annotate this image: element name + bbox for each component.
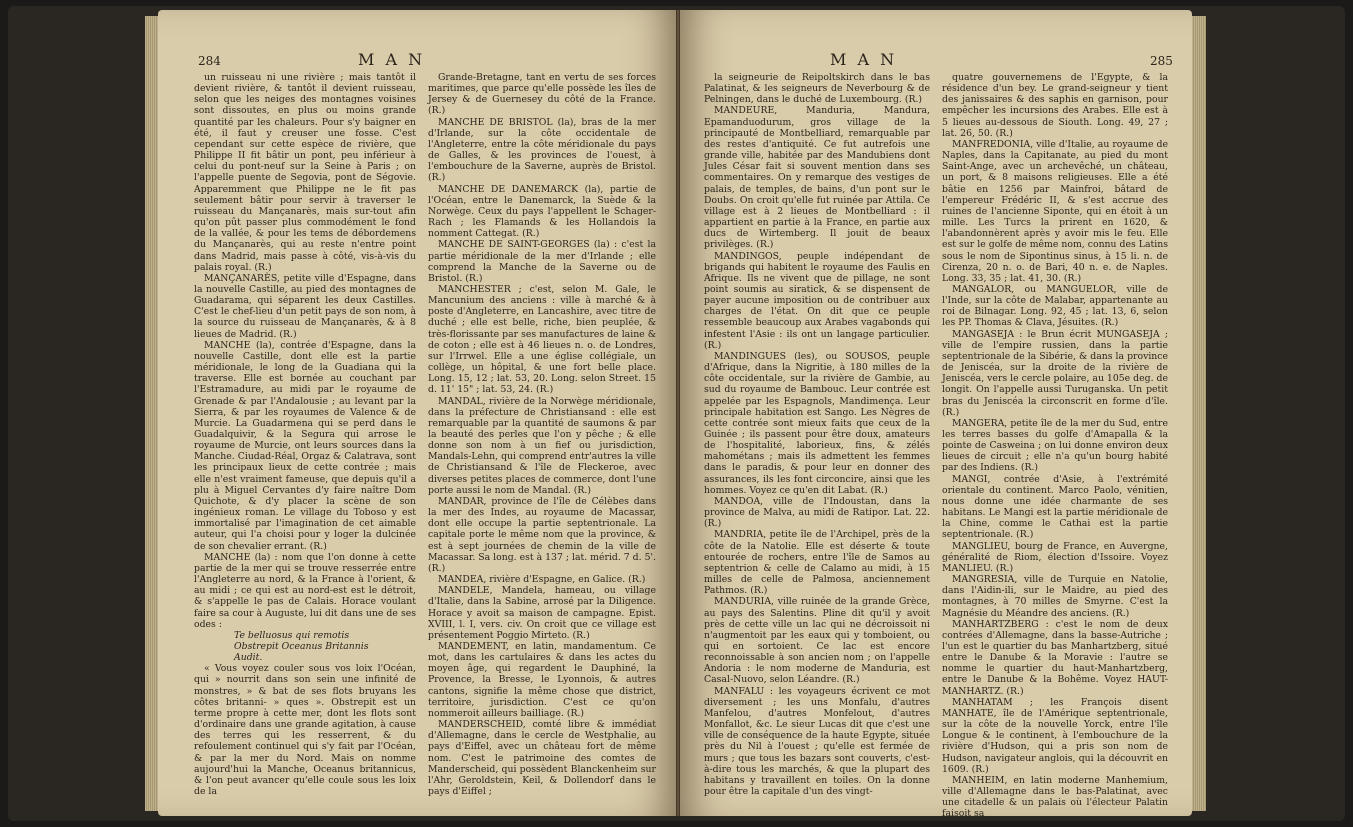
paragraph: MANHATAM ; les François disent MANHATE, île de l'Amérique septentrionale, sur la côte de la nouvelle Yorck, entre l'île Longue & le continent, à l'embouchure de la rivière d'Hudson, qui a pris son nom de Hudson, navigateur anglois, qui la découvrit en 1609. (R.) [942, 696, 1168, 775]
paragraph: MANFREDONIA, ville d'Italie, au royaume de Naples, dans la Capitanate, au pied du mont Saint-Ange, avec un archevêché, un château, un port, & 8 maisons religieuses. Elle a été bâtie en 1256 par Mainfroi, bâtard de l'empereur Frédéric II, & s'est accrue des ruines de l'ancienne Siponte, qui en étoit à un mille. Les Turcs la prirent en 1620, & l'abandonnèrent après y avoir mis le feu. Elle est sur le golfe de même nom, connu des Latins sous le nom de Sipontinus sinus, à 15 li. n. de Cirenza, 20 n. o. de Bari, 40 n. e. de Naples. Long. 33, 35 ; lat. 41, 30. (R.) [942, 138, 1168, 284]
verse-line: Obstrepit Oceanus Britannis [234, 640, 369, 652]
right-column-2 [942, 72, 1168, 820]
paragraph: MANDAR, province de l'île de Célèbes dans la mer des Indes, au royaume de Macassar, dont elle occupe la partie septentrionale. La capitale porte le même nom que la province, & est à sept journées de chemin de la ville de Macassar. Sa long. est à 137 ; lat. mérid. 7 d. 5'. (R.) [428, 495, 656, 574]
paragraph: MANCHE (la) : nom que l'on donne à cette partie de la mer qui se trouve resserrée entre l'Angleterre au nord, & la France à l'orient, & au midi ; ce qui est au nord-est est le détroit, & s'appelle le pas de Calais. Horace voulant faire sa cour à Auguste, lui dit dans une de ses odes : [194, 551, 416, 630]
paragraph: MANHARTZBERG : c'est le nom de deux contrées d'Allemagne, dans la basse-Autriche ; l'un est le quartier du bas Manhartzberg, situé entre le Danube & la Moravie : l'autre se nomme le quartier du haut-Manhartzberg, entre le Danube & la Bohême. Voyez HAUT-MANHARTZ. (R.) [942, 618, 1168, 697]
paragraph: MANGI, contrée d'Asie, à l'extrémité orientale du continent. Marco Paolo, vénitien, nous donne une idée charmante de ses habitans. Le Mangi est la partie méridionale de la Chine, comme le Cathai est la partie septentrionale. (R.) [942, 473, 1168, 541]
running-header: M A N [830, 50, 898, 69]
paragraph: MANCHE DE BRISTOL (la), bras de la mer d'Irlande, sur la côte occidentale de l'Angleterre, entre la côte méridionale du pays de Galles, & les provinces de l'ouest, à l'embouchure de la Saverne, auprès de Bristol. (R.) [428, 116, 656, 184]
book-spread [8, 6, 1345, 821]
left-page-edges [145, 16, 159, 811]
paragraph: MANCHE DE DANEMARCK (la), partie de l'Océan, entre le Danemarck, la Suède & la Norwège. Ceux du pays l'appellent le Schager-Rach ; les Flamands & les Hollandois la nomment Cattegat. (R.) [428, 183, 656, 240]
right-column-1 [704, 72, 930, 808]
paragraph: MANÇANARÈS, petite ville d'Espagne, dans la nouvelle Castille, au pied des montagnes de Guadarama, qui séparent les deux Castilles. C'est le chef-lieu d'un petit pays de son nom, à la source du ruisseau de Mançanarès, & à 8 lieues de Madrid. (R.) [194, 272, 416, 340]
right-page-edges [1192, 16, 1206, 811]
paragraph: MANDELE, Mandela, hameau, ou village d'Italie, dans la Sabine, arrosé par la Diligence. Horace y avoit sa maison de campagne. Epist. XVIII, l. I, vers. civ. On croit que ce village est présentement Poggio Mirteto. (R.) [428, 585, 656, 641]
paragraph: MANCHESTER ; c'est, selon M. Gale, le Mancunium des anciens : ville à marché & à poste d'Angleterre, en Lancashire, avec titre de duché ; elle est belle, riche, bien peuplée, & très-florissante par ses manufactures de laine & de coton ; elle est à 46 lieues n. o. de Londres, sur l'Irrwel. Elle a une église collégiale, un collège, un hôpital, & une fort belle place. Long. 15, 12 ; lat. 53, 20. Long. selon Street. 15 d. 11' 15" ; lat. 53, 24. (R.) [428, 283, 656, 396]
paragraph: MANGLIEU, bourg de France, en Auvergne, généralité de Riom, élection d'Issoire. Voyez MANLIEU. (R.) [942, 540, 1168, 574]
paragraph: MANDINGUES (les), ou SOUSOS, peuple d'Afrique, dans la Nigritie, à 180 milles de la côte occidentale, sur la rivière de Gambie, au sud du royaume de Bambouc. Leur contrée est appelée par les Espagnols, Mandimença. Leur principale habitation est Sango. Les Nègres de cette contrée sont mieux faits que ceux de la Guinée ; ils passent pour être doux, amateurs de l'hospitalité, laborieux, fins, & zélés mahométans ; mais ils admettent les femmes dans le paradis, & pour leur en donner des assurances, ils les font circoncire, ainsi que les hommes. Voyez ce qu'en dit Labat. (R.) [704, 350, 930, 496]
paragraph: MANDOA, ville de l'Indoustan, dans la province de Malva, au midi de Ratipor. Lat. 22. (R.) [704, 495, 930, 530]
page-number: 285 [1150, 54, 1173, 68]
verse-line: Te belluosus qui remotis [234, 629, 350, 641]
paragraph: MANDERSCHEID, comté libre & immédiat d'Allemagne, dans le cercle de Westphalie, au pays d'Eiffel, avec un château fort de même nom. C'est le patrimoine des comtes de Manderscheid, qui possèdent Blanckenheim sur l'Ahr, Geroldstein, Keil, & Dollendorf dans le pays d'Eiffel ; [428, 719, 656, 797]
running-header: M A N [358, 50, 426, 69]
paragraph: MANDINGOS, peuple indépendant de brigands qui habitent le royaume des Faulis en Afrique. Ils ne vivent que de pillage, ne sont point soumis au siratick, & se dispensent de payer aucune imposition ou de contribuer aux charges de l'état. On dit que ce peuple ressemble beaucoup aux Arabes vagabonds qui infestent l'Asie : ils ont un langage particulier. (R.) [704, 250, 930, 351]
paragraph: MANGALOR, ou MANGUELOR, ville de l'Inde, sur la côte de Malabar, appartenante au roi de Bilnagar. Long. 92, 45 ; lat. 13, 6, selon les PP. Thomas & Clava, Jésuites. (R.) [942, 283, 1168, 329]
paragraph: MANHEIM, en latin moderne Manhemium, ville d'Allemagne dans le bas-Palatinat, avec une citadelle & un palais où l'électeur Palatin faisoit sa [942, 774, 1168, 820]
paragraph: MANDEMENT, en latin, mandamentum. Ce mot, dans les cartulaires & dans les actes du moyen âge, qui regardent le Dauphiné, la Provence, la Bresse, le Lyonnois, & autres cantons, signifie la même chose que district, territoire, jurisdiction. C'est ce qu'on nommeroit ailleurs bailliage. (R.) [428, 640, 656, 719]
left-column-1 [194, 72, 416, 808]
paragraph: MANDURIA, ville ruinée de la grande Grèce, au pays des Salentins. Pline dit qu'il y avoit près de cette ville un lac qui ne décroissoit ni n'augmentoit par les eaux qui y tomboient, ou qui en sortoient. Ce lac est encore reconnoissable à son ancien nom ; on l'appelle Andoria : le nom moderne de Manduria, est Casal-Nuovo, selon Léandre. (R.) [704, 596, 930, 686]
verse-line: Audit. [234, 652, 263, 664]
paragraph: MANCHE (la), contrée d'Espagne, dans la nouvelle Castille, dont elle est la partie méridionale, le long de la Guadiana qui la traverse. Elle est bornée au couchant par l'Estramadure, au midi par le royaume de Grenade & par l'Andalousie ; au levant par la Sierra, & par les royaumes de Valence & de Murcie. La Guadarmena qui se perd dans le Guadalquivir, & la Segura qui arrose le royaume de Murcie, ont leurs sources dans la Manche. Ciudad-Réal, Orgaz & Calatrava, sont les principaux lieux de cette contrée ; mais elle n'est vraiment fameuse, que depuis qu'il a plu à Miguel Cervantes d'y faire naître Dom Quichote, & d'y placer la scène de son ingénieux roman. Le village du Toboso y est immortalisé par l'imagination de cet aimable auteur, qui l'a choisi pour y loger la dulcinée de son chevalier errant. (R.) [194, 339, 416, 552]
left-page [158, 10, 676, 816]
paragraph: MANDAL, rivière de la Norwège méridionale, dans la préfecture de Christiansand : elle est remarquable par la quantité de saumons & par la beauté des perles que l'on y pêche ; & elle donne son nom à un fief ou jurisdiction, Mandals-Lehn, qui comprend entr'autres la ville de Christiansand & l'île de Fleckeroe, avec diverses petites places de commerce, dont l'une porte aussi le nom de Mandal. (R.) [428, 395, 656, 496]
paragraph: la seigneurie de Reipoltskirch dans le bas Palatinat, & les seigneurs de Neverbourg & de Pelningen, dans le duché de Luxembourg. (R.) [704, 72, 930, 106]
paragraph: quatre gouvernemens de l'Egypte, & la résidence d'un bey. Le grand-seigneur y tient des janissaires & des saphis en garnison, pour empêcher les incursions des Arabes. Elle est à 5 lieues au-dessous de Siouth. Long. 49, 27 ; lat. 26, 50. (R.) [942, 72, 1168, 139]
paragraph: Grande-Bretagne, tant en vertu de ses forces maritimes, que parce qu'elle possède les îles de Jersey & de Guernesey du côté de la France. (R.) [428, 72, 656, 117]
right-page [680, 10, 1192, 820]
paragraph: « Vous voyez couler sous vos loix l'Océan, qui » nourrit dans son sein une infinité de monstres, » & bat de ses flots bruyans les côtes britanni- » ques ». Obstrepit est un terme propre à cette mer, dont les flots sont d'ordinaire dans une grande agitation, à cause des terres qui les resserrent, & du refoulement continuel qui s'y fait par l'Océan, & par la mer du Nord. Mais on nomme aujourd'hui la Manche, Oceanus britannicus, & l'on peut avancer qu'elle coule sous les loix de la [194, 663, 416, 797]
paragraph: MANDEA, rivière d'Espagne, en Galice. (R.) [438, 574, 646, 586]
paragraph: MANGERA, petite île de la mer du Sud, entre les terres basses du golfe d'Amapalla & la pointe de Casweina ; on lui donne environ deux lieues de circuit ; elle n'a qu'un bourg habité par des Indiens. (R.) [942, 417, 1168, 474]
paragraph: MANDRIA, petite île de l'Archipel, près de la côte de la Natolie. Elle est déserte & toute entourée de rochers, entre l'île de Samos au septentrion & celle de Calamo au midi, à 15 milles de celle de Palmosa, anciennement Pathmos. (R.) [704, 529, 930, 597]
paragraph: un ruisseau ni une rivière ; mais tantôt il devient rivière, & tantôt il devient ruisseau, selon que les neiges des montagnes voisines sont dissoutes, en plus ou moins grande quantité par les chaleurs. Pour s'y baigner en été, il faut y creuser une fosse. C'est cependant sur cette espèce de rivière, que Philippe II fit bâtir un pont, peu inférieur à celui du pont-neuf sur la Seine à Paris ; on l'appelle puente de Segovia, pont de Ségovie. Apparemment que Philippe ne le fit pas seulement bâtir pour servir à traverser le ruisseau du Mançanarès, mais sur-tout afin qu'on pût passer plus commodément le fond de la vallée, & pour les tems de débordemens du Mançanarès, qui au reste n'entre point dans Madrid, mais passe à côté, vis-à-vis du palais royal. (R.) [194, 72, 416, 273]
page-number: 284 [198, 54, 221, 68]
paragraph: MANGRESIA, ville de Turquie en Natolie, dans l'Aidin-ili, sur le Maidre, au pied des montagnes, à 70 milles de Smyrne. C'est la Magnésie du Méandre des anciens. (R.) [942, 574, 1168, 619]
paragraph: MANFALU : les voyageurs écrivent ce mot diversement ; les uns Monfalu, d'autres Manfelou, d'autres Monfelout, d'autres Monfallot, &c. Le sieur Lucas dit que c'est une ville de conséquence de la haute Egypte, située près du Nil à l'ouest ; qu'elle est fermée de murs ; que tous les bazars sont couverts, c'est-à-dire tous les marchés, & que la plupart des habitans y travaillent en toiles. On la donne pour être la capitale d'un des vingt- [704, 685, 930, 797]
left-column-2 [428, 72, 656, 808]
paragraph: MANGASEJA : le Brun écrit MUNGASEJA ; ville de l'empire russien, dans la partie septentrionale de la Sibérie, & dans la province de Jeniscéa, sur la droite de la rivière de Jeniscéa, vers le cercle polaire, au 105e deg. de longit. On l'appelle aussi Turuganska. Un petit bras du Jeniscéa la circonscrit en forme d'île. (R.) [942, 328, 1168, 418]
paragraph: MANDEURE, Manduria, Mandura, Epamanduodurum, gros village de la principauté de Montbelliard, remarquable par des restes d'antiquité. Ce fut autrefois une grande ville, habitée par des Mandubiens dont Jules César fait si souvent mention dans ses commentaires. On y remarque des vestiges de palais, de temples, de bains, d'un pont sur le Doubs. On croit qu'elle fut ruinée par Attila. Ce village est à 2 lieues de Montbelliard : il appartient en partie à la France, en partie aux ducs de Wirtemberg. Il jouit de beaux privilèges. (R.) [704, 105, 930, 251]
paragraph: MANCHE DE SAINT-GEORGES (la) : c'est la partie méridionale de la mer d'Irlande ; elle comprend la Manche de la Saverne ou de Bristol. (R.) [428, 239, 656, 284]
